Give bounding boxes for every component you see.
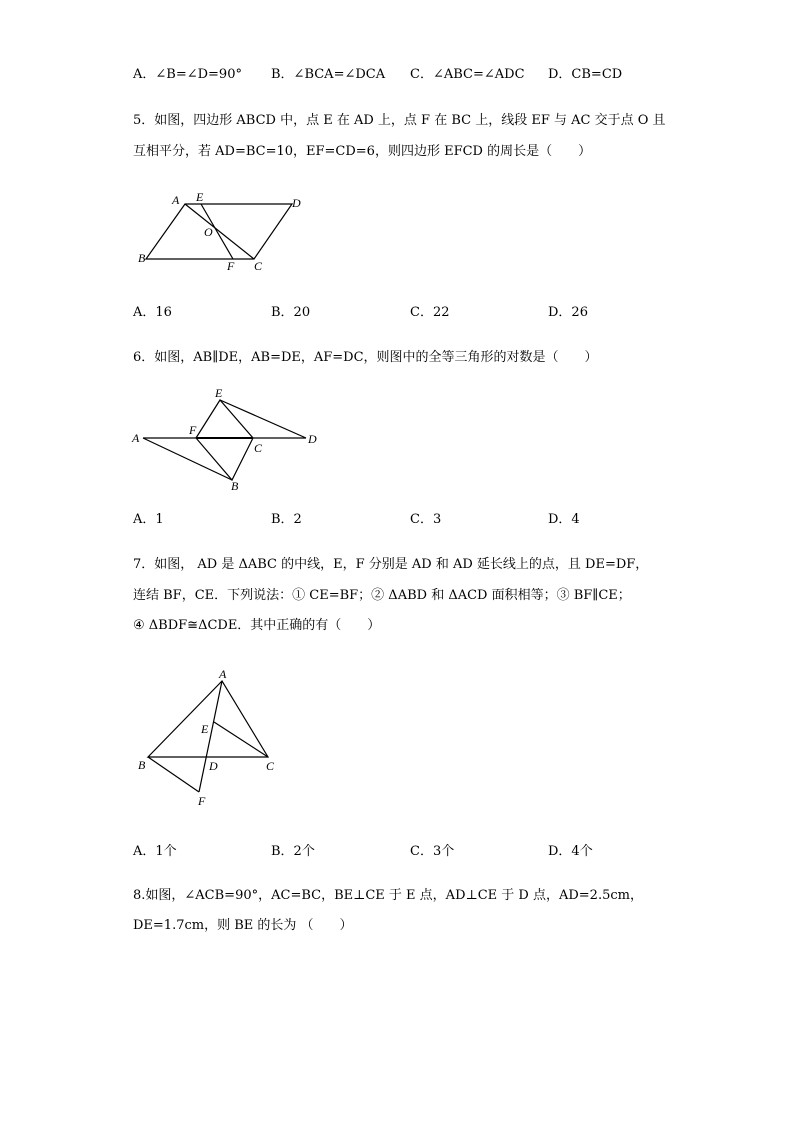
q6-label-a: A (132, 431, 140, 445)
q5-label-e: E (196, 190, 204, 204)
q7-median-extended-af (199, 681, 222, 792)
q5-option-b: B．20 (271, 305, 311, 320)
q6-label-b: B (231, 479, 239, 493)
q6-label-c: C (254, 441, 263, 455)
q7-option-a: A．1个 (133, 844, 177, 859)
q7-triangle-median-figure (130, 660, 300, 810)
q4-option-b: B．∠BCA=∠DCA (271, 67, 386, 82)
q7-label-f: F (198, 794, 206, 808)
q5-label-a: A (172, 193, 180, 207)
q5-label-d: D (292, 196, 301, 210)
q5-parallelogram-figure (130, 188, 320, 278)
q5-option-a: A．16 (133, 305, 172, 320)
q5-text-line-1: 5．如图，四边形 ABCD 中，点 E 在 AD 上，点 F 在 BC 上，线段 EF 与 AC 交于点 O 且 (133, 113, 666, 128)
q8-text-line-2: DE=1.7cm，则 BE 的长为 （ ） (133, 918, 353, 933)
q7-label-e: E (201, 722, 209, 736)
q7-text-line-2: 连结 BF，CE．下列说法：① CE=BF；② ΔABD 和 ΔACD 面积相等；③ BF∥CE； (133, 588, 631, 603)
q6-option-a: A．1 (133, 512, 164, 527)
q6-option-d: D．4 (548, 512, 580, 527)
q7-label-c: C (266, 759, 275, 773)
q7-text-line-3: ④ ΔBDF≅ΔCDE．其中正确的有（ ） (133, 618, 381, 633)
q6-quadrilateral-efbc (196, 400, 253, 480)
q6-segment-ab (143, 438, 232, 480)
q7-option-d: D．4个 (548, 844, 593, 859)
q5-text-line-2: 互相平分，若 AD=BC=10，EF=CD=6，则四边形 EFCD 的周长是（ ） (133, 144, 592, 159)
q7-label-d: D (209, 759, 218, 773)
q5-option-d: D．26 (548, 305, 588, 320)
q7-option-b: B．2个 (271, 844, 315, 859)
q6-label-f: F (189, 423, 197, 437)
q4-option-d: D．CB=CD (548, 67, 623, 82)
q5-option-c: C．22 (410, 305, 450, 320)
q6-triangles-figure (130, 382, 330, 497)
q8-text-line-1: 8.如图，∠ACB=90°，AC=BC，BE⊥CE 于 E 点，AD⊥CE 于 D 点，AD=2.5cm， (133, 888, 643, 903)
q4-option-c: C．∠ABC=∠ADC (410, 67, 525, 82)
q6-option-b: B．2 (271, 512, 302, 527)
q7-segment-ce (214, 722, 268, 757)
q6-label-d: D (308, 432, 317, 446)
q6-option-c: C．3 (410, 512, 442, 527)
q7-option-c: C．3个 (410, 844, 455, 859)
q5-label-c: C (254, 259, 263, 273)
q7-label-a: A (219, 667, 227, 681)
q5-label-b: B (138, 251, 146, 265)
q5-label-o: O (204, 225, 213, 239)
q7-text-line-1: 7．如图， AD 是 ΔABC 的中线，E，F 分别是 AD 和 AD 延长线上的点，且 DE=DF， (133, 557, 649, 572)
q4-option-a: A．∠B=∠D=90° (133, 67, 242, 82)
q6-segment-ed (220, 400, 306, 438)
q6-text-line-1: 6．如图，AB∥DE，AB=DE，AF=DC，则图中的全等三角形的对数是（ ） (133, 350, 598, 365)
q6-label-e: E (215, 386, 223, 400)
q7-segment-bf (148, 757, 199, 792)
q5-label-f: F (227, 259, 235, 273)
q5-diagonal-ac (185, 204, 254, 259)
q7-label-b: B (138, 758, 146, 772)
